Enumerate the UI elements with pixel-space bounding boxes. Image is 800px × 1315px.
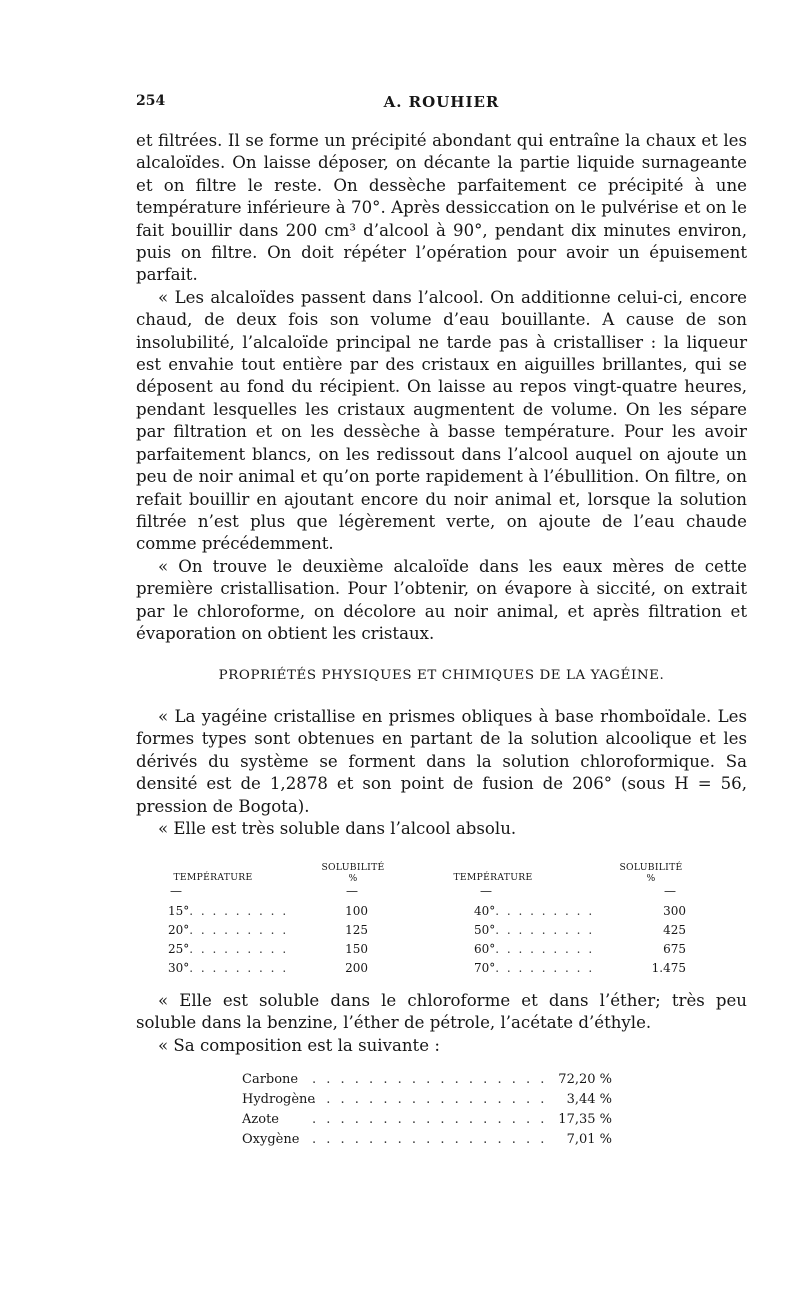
temperature-cell: 40° <box>474 904 496 918</box>
text-block-bottom <box>136 990 747 1057</box>
temperature-cell: 60° <box>474 942 496 956</box>
table-row: 15°. . . . . . . . . 100 <box>168 904 368 918</box>
element-value: 3,44 % <box>566 1092 612 1107</box>
solubility-cell: 125 <box>345 923 368 937</box>
solubility-cell: 300 <box>663 904 686 918</box>
section-title: PROPRIÉTÉS PHYSIQUES ET CHIMIQUES DE LA YAGÉINE. <box>218 668 665 683</box>
composition-row: Oxygène . . . . . . . . . . . . . . . . . 7,01 % <box>242 1132 612 1147</box>
element-value: 7,01 % <box>566 1132 612 1147</box>
temperature-cell: 70° <box>474 961 496 975</box>
temperature-cell: 15° <box>168 904 190 918</box>
element-name: Oxygène <box>242 1132 300 1147</box>
solubility-cell: 100 <box>345 904 368 918</box>
table-row: 30°. . . . . . . . . 200 <box>168 961 368 975</box>
header-temperature-right: TEMPÉRATURE <box>453 872 533 883</box>
paragraph: « Les alcaloïdes passent dans l’alcool. On additionne celui-ci, encore chaud, de deux fois son volume d’eau bouillante. A cause de son insolubilité, l’alcaloïde principal ne tarde pas à cristalliser : la liqueur est envahie tout entière par des cristaux en aiguilles brillantes, qui se déposent au fond du récipient. On laisse au repos vingt-quatre heures, pendant lesquelles les cristaux augmentent de volume. On les sépare par filtration et on les dessèche à basse température. Pour les avoir parfaitement blancs, on les redissout dans l’alcool auquel on ajoute un peu de noir animal et qu’on porte rapidement à l’ébullition. On filtre, on refait bouillir en ajoutant encore du noir animal et, lorsque la solution filtrée n’est plus que légèrement verte, on ajoute de l’eau chaude comme précédemment. <box>136 287 747 554</box>
composition-row: Carbone . . . . . . . . . . . . . . . . . 72,20 % <box>242 1072 612 1087</box>
table-row: 40°. . . . . . . . . 300 <box>474 904 686 918</box>
temperature-cell: 20° <box>168 923 190 937</box>
paragraph: « Elle est très soluble dans l’alcool absolu. <box>158 819 517 839</box>
solubility-cell: 150 <box>345 942 368 956</box>
solubility-cell: 1.475 <box>651 961 686 975</box>
paragraph: « Sa composition est la suivante : <box>158 1035 440 1055</box>
solubility-cell: 425 <box>663 923 686 937</box>
table-row: 25°. . . . . . . . . 150 <box>168 942 368 956</box>
header-dash: — <box>346 884 358 898</box>
header-dash: — <box>664 884 676 898</box>
element-value: 17,35 % <box>558 1112 612 1127</box>
temperature-cell: 30° <box>168 961 190 975</box>
element-value: 72,20 % <box>558 1072 612 1087</box>
paragraph: et filtrées. Il se forme un précipité abondant qui entraîne la chaux et les alcaloïdes. On laisse déposer, on décante la partie liquide surnageante et on filtre le reste. On dessèche parfaitement ce précipité à une température inférieure à 70°. Après dessiccation on le pulvérise et on le fait bouillir dans 200 cm³ d’alcool à 90°, pendant dix minutes environ, puis on filtre. On doit répéter l’opération pour avoir un épuisement parfait. <box>136 131 747 285</box>
page-header <box>136 93 747 121</box>
solubility-cell: 675 <box>663 942 686 956</box>
header-temperature-left: TEMPÉRATURE <box>173 872 253 883</box>
text-block-top <box>136 130 747 645</box>
element-name: Hydrogène <box>242 1092 316 1107</box>
header-solubility-label: SOLUBILITÉ <box>619 862 683 873</box>
header-solubility-right <box>614 862 688 884</box>
composition-row: Azote . . . . . . . . . . . . . . . . . 17,35 % <box>242 1112 612 1127</box>
header-solubility-label: SOLUBILITÉ <box>321 862 385 873</box>
table-row: 50°. . . . . . . . . 425 <box>474 923 686 937</box>
header-unit: % <box>646 873 656 884</box>
header-dash: — <box>480 884 492 898</box>
element-name: Carbone <box>242 1072 299 1087</box>
table-row: 70°. . . . . . . . . 1.475 <box>474 961 686 975</box>
solubility-cell: 200 <box>345 961 368 975</box>
header-dash: — <box>170 884 182 898</box>
page-number: 254 <box>136 93 166 109</box>
paragraph: « Elle est soluble dans le chloroforme et dans l’éther; très peu soluble dans la benzine, l’éther de pétrole, l’acétate d’éthyle. <box>136 991 747 1033</box>
header-solubility-left <box>318 862 388 884</box>
text-block-mid <box>136 706 747 840</box>
table-row: 60°. . . . . . . . . 675 <box>474 942 686 956</box>
temperature-cell: 25° <box>168 942 190 956</box>
paragraph: « On trouve le deuxième alcaloïde dans les eaux mères de cette première cristallisation. Pour l’obtenir, on évapore à siccité, on extrait par le chloroforme, on décolore au noir animal, et après filtration et évaporation on obtient les cristaux. <box>136 556 747 643</box>
paragraph: « La yagéine cristallise en prismes obliques à base rhomboïdale. Les formes types sont obtenues en partant de la solution alcoolique et les dérivés du système se forment dans la solution chloroformique. Sa densité est de 1,2878 et son point de fusion de 206° (sous H = 56, pression de Bogota). <box>136 707 747 816</box>
composition-row: Hydrogène . . . . . . . . . . . . . . . . . 3,44 % <box>242 1092 612 1107</box>
header-unit: % <box>348 873 358 884</box>
running-head: A. ROUHIER <box>383 93 500 111</box>
element-name: Azote <box>242 1112 279 1127</box>
temperature-cell: 50° <box>474 923 496 937</box>
table-row: 20°. . . . . . . . . 125 <box>168 923 368 937</box>
